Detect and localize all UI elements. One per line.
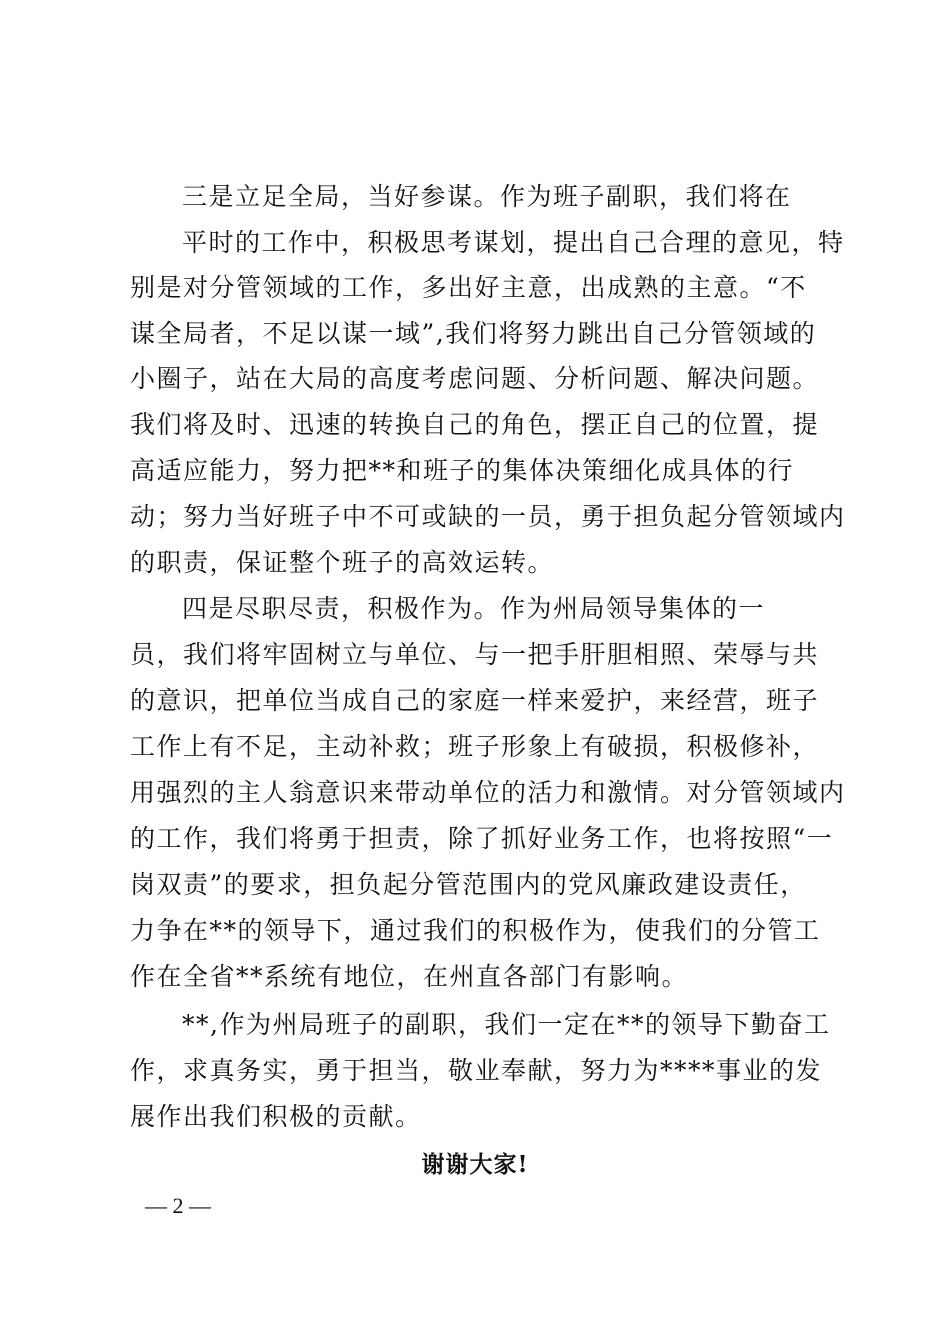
text-line: 作，求真务实，勇于担当，敬业奉献，努力为****事业的发: [130, 1056, 823, 1085]
text-line: 员，我们将牢固树立与单位、与一把手肝胆相照、荣辱与共: [130, 640, 820, 669]
text-line: 高适应能力，努力把**和班子的集体决策细化成具体的行: [130, 456, 795, 485]
text-line: 谋全局者，不足以谋一域”,我们将努力跳出自己分管领域的: [130, 319, 817, 348]
text-line: **,作为州局班子的副职，我们一定在**的领导下勤奋工: [182, 1010, 831, 1039]
text-line: 动；努力当好班子中不可或缺的一员，勇于担负起分管领域内: [130, 502, 846, 531]
text-line: 工作上有不足，主动补救；班子形象上有破损，积极修补，: [130, 732, 820, 761]
text-line: 用强烈的主人翁意识来带动单位的活力和激情。对分管领域内: [130, 778, 846, 807]
text-line: 的工作，我们将勇于担责，除了抓好业务工作，也将按照“一: [130, 824, 834, 853]
text-line: 作在全省**系统有地位，在州直各部门有影响。: [130, 962, 689, 991]
text-line: 平时的工作中，积极思考谋划，提出自己合理的意见，特: [182, 228, 845, 257]
text-line: 我们将及时、迅速的转换自己的角色，摆正自己的位置，提: [130, 410, 820, 439]
text-line: 小圈子，站在大局的高度考虑问题、分析问题、解决问题。: [130, 364, 820, 393]
text-line: 力争在**的领导下，通过我们的积极作为，使我们的分管工: [130, 916, 821, 945]
text-line: 别是对分管领域的工作，多出好主意，出成熟的主意。“不: [130, 273, 807, 302]
text-line: 岗双责”的要求，担负起分管范围内的党风廉政建设责任，: [130, 870, 807, 899]
text-line: 四是尽职尽责，积极作为。作为州局领导集体的一: [182, 594, 766, 623]
page-number: — 2 —: [145, 1193, 211, 1218]
text-line: 的意识，把单位当成自己的家庭一样来爱护，来经营，班子: [130, 686, 820, 715]
text-line: 展作出我们积极的贡献。: [130, 1102, 422, 1131]
closing-thanks: 谢谢大家!: [421, 1151, 529, 1178]
text-line: 的职责，保证整个班子的高效运转。: [130, 548, 555, 577]
text-line: 三是立足全局，当好参谋。作为班子副职，我们将在: [182, 182, 792, 211]
